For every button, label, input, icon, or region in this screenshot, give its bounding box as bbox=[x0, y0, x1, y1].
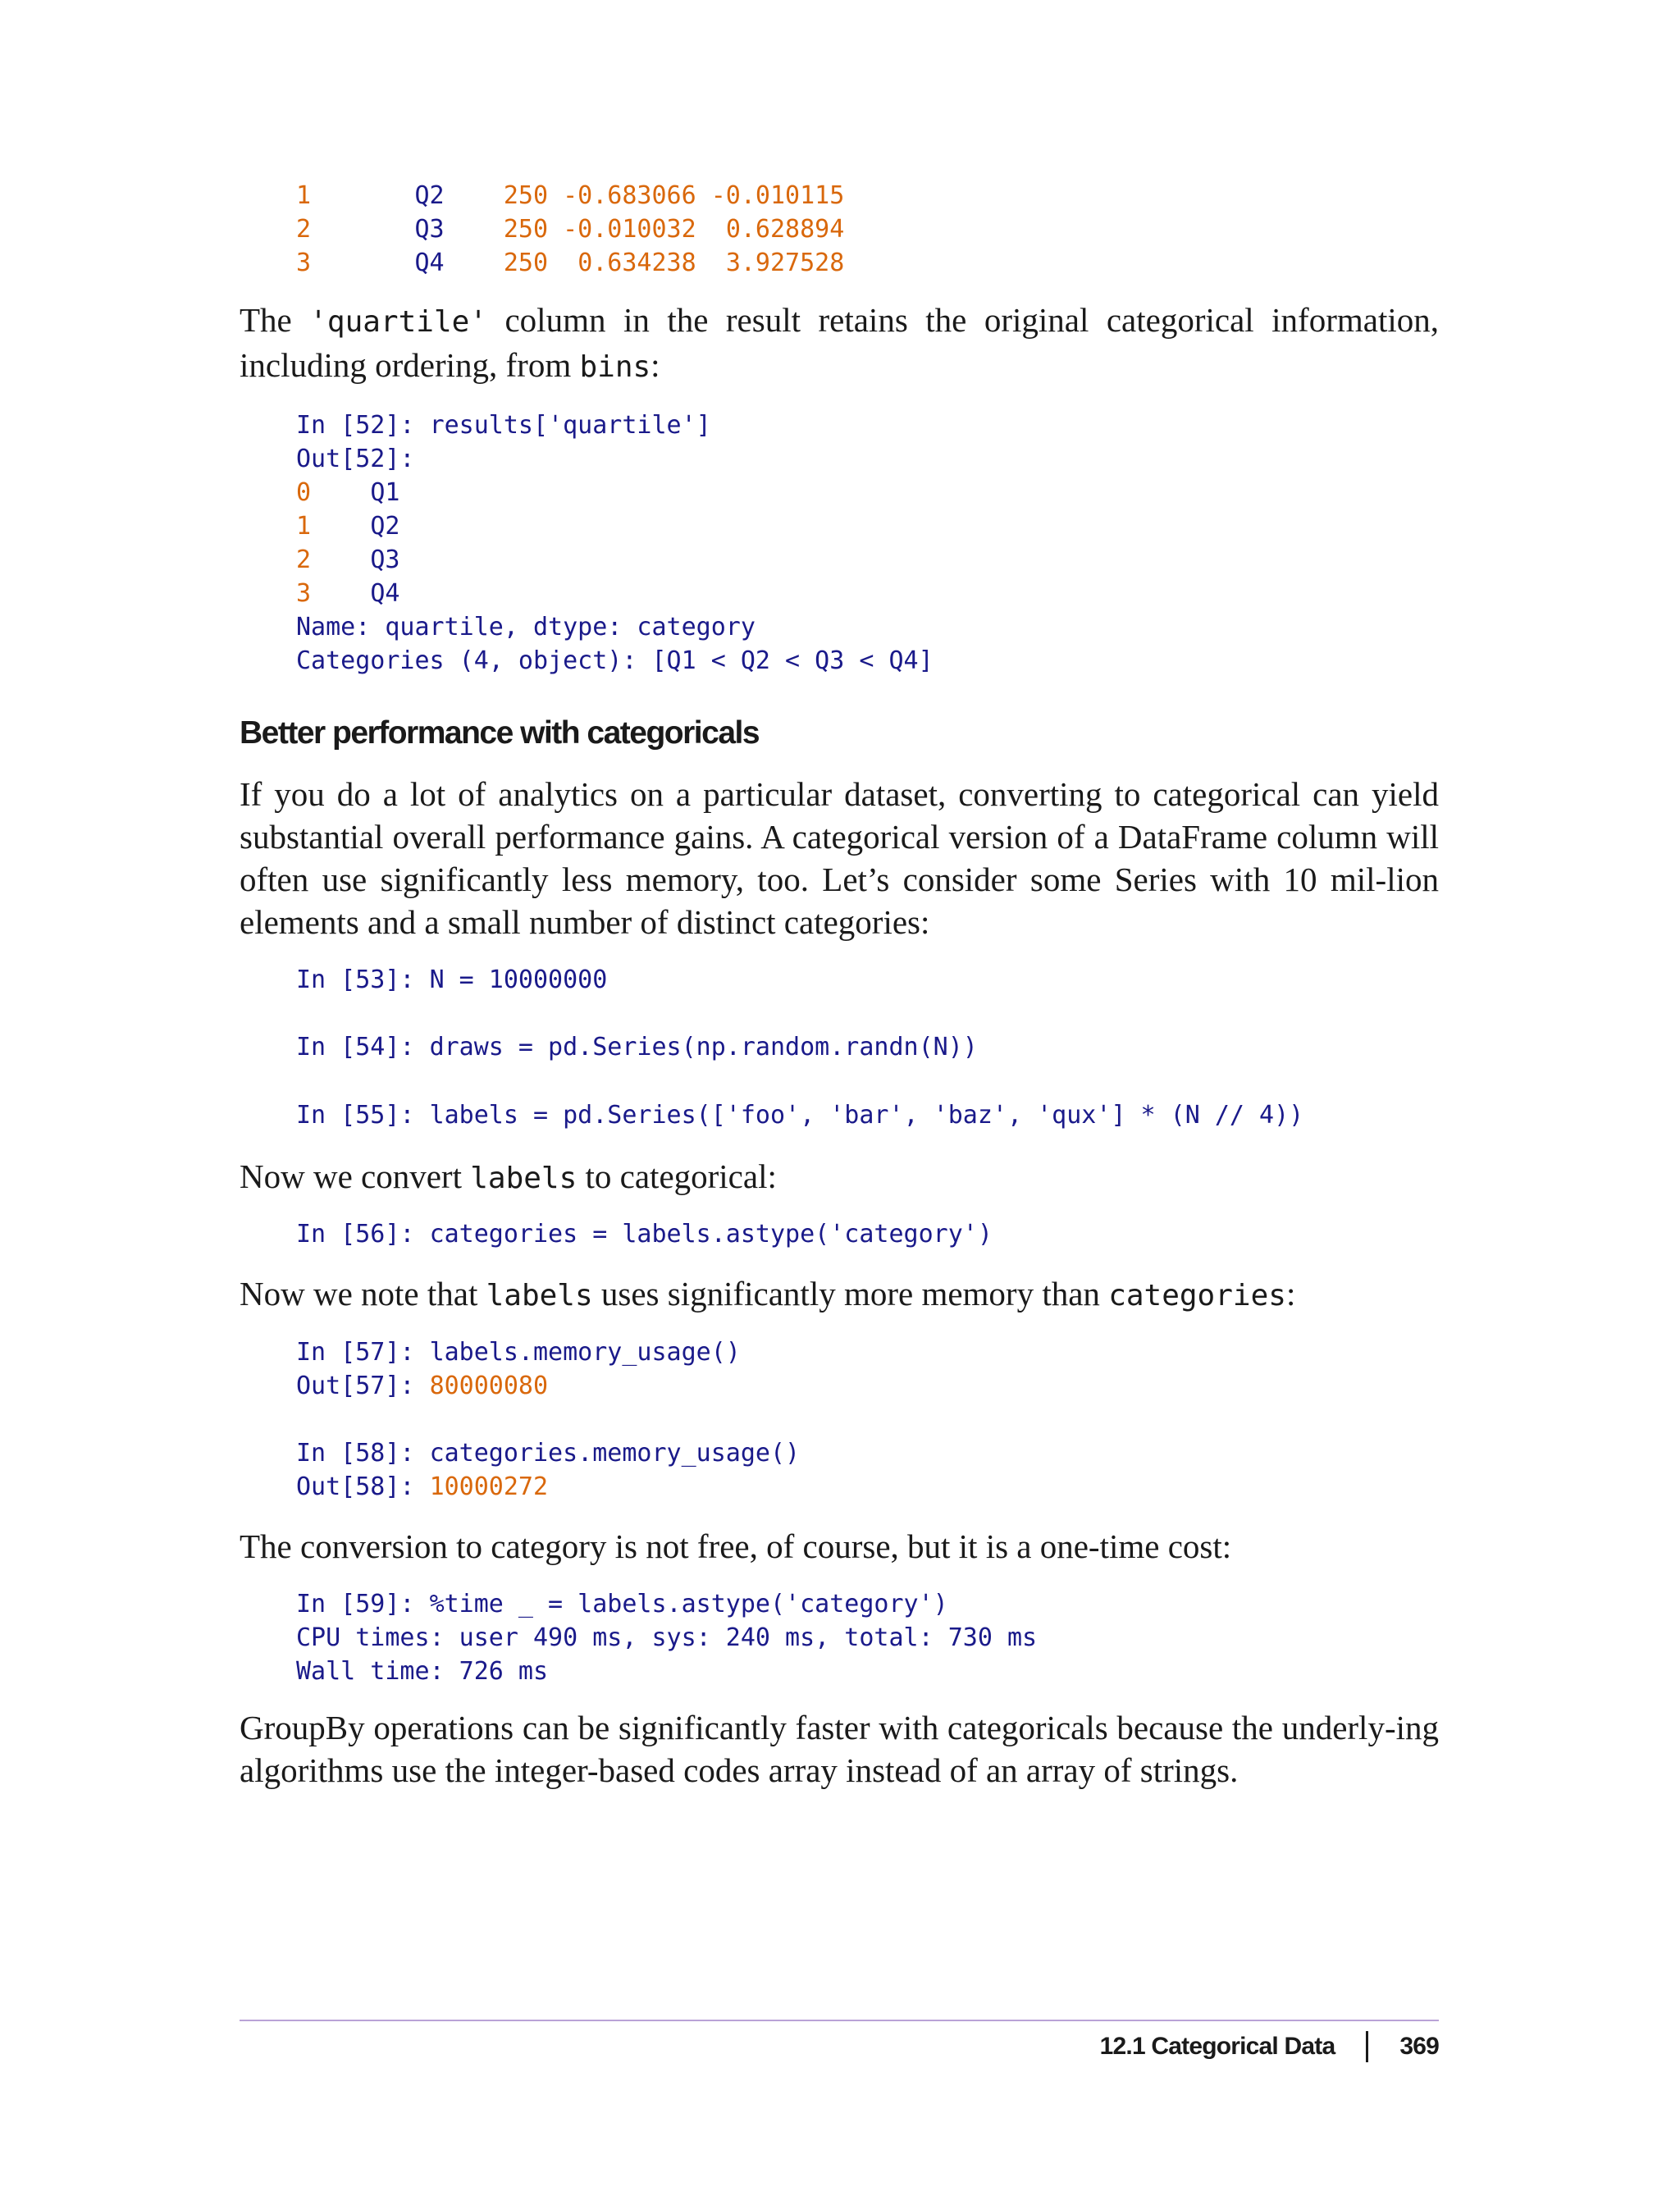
paragraph-groupby: GroupBy operations can be significantly faster with categoricals because the underly-ing algorithms use the integer-based codes array instead of an array of strings. bbox=[240, 1709, 1439, 1789]
row-quartile: Q3 bbox=[414, 215, 445, 244]
footer-rule bbox=[240, 2020, 1439, 2021]
code-input: draws = pd.Series(np.random.randn(N)) bbox=[429, 1033, 978, 1061]
output-value: 80000080 bbox=[429, 1372, 549, 1400]
code-block-57 bbox=[296, 1335, 741, 1403]
code-input: categories.memory_usage() bbox=[429, 1439, 801, 1468]
in-prompt: In [52]: bbox=[296, 411, 430, 440]
row-quartile: Q2 bbox=[414, 181, 445, 210]
code-line bbox=[296, 409, 934, 442]
code-block-59 bbox=[296, 1587, 1037, 1688]
row-min: 0.634238 bbox=[578, 249, 696, 277]
code-line bbox=[296, 1217, 993, 1251]
paragraph-convert: Now we convert labels to categorical: bbox=[240, 1157, 777, 1195]
code-line bbox=[296, 1436, 800, 1470]
code-line bbox=[296, 1369, 741, 1403]
out-prompt: Out[52]: bbox=[296, 445, 415, 473]
page-footer bbox=[1100, 2031, 1439, 2062]
row-count: 250 bbox=[503, 181, 549, 210]
code-line bbox=[296, 1587, 1037, 1621]
out-prompt: Out[58]: bbox=[296, 1472, 430, 1501]
code-block-56 bbox=[296, 1217, 993, 1251]
row-max: 3.927528 bbox=[725, 249, 845, 277]
code-input: results['quartile'] bbox=[429, 411, 711, 440]
row-max: -0.010115 bbox=[710, 181, 845, 210]
out-prompt: Out[57]: bbox=[296, 1372, 430, 1400]
inline-code: labels bbox=[470, 1162, 578, 1195]
wall-time-line: Wall time: 726 ms bbox=[296, 1657, 549, 1686]
in-prompt: In [59]: bbox=[296, 1590, 430, 1618]
code-input: categories = labels.astype('category') bbox=[429, 1220, 993, 1249]
row-min: -0.010032 bbox=[563, 215, 696, 244]
footer-section-title: 12.1 Categorical Data bbox=[1099, 2033, 1335, 2060]
table-row bbox=[296, 179, 844, 212]
code-block-52 bbox=[296, 409, 934, 678]
table-row bbox=[296, 212, 844, 246]
output-value: 10000272 bbox=[429, 1472, 549, 1501]
row-max: 0.628894 bbox=[725, 215, 845, 244]
inline-code: bins bbox=[579, 350, 651, 384]
code-line bbox=[296, 963, 607, 997]
code-line bbox=[296, 1030, 978, 1064]
inline-code: 'quartile' bbox=[309, 305, 487, 339]
code-input: N = 10000000 bbox=[429, 966, 608, 994]
section-heading: Better performance with categoricals bbox=[240, 715, 760, 751]
row-count: 250 bbox=[503, 215, 549, 244]
row-count: 250 bbox=[503, 249, 549, 277]
code-output-table bbox=[296, 179, 844, 280]
cpu-times-line: CPU times: user 490 ms, sys: 240 ms, total: 730 ms bbox=[296, 1623, 1038, 1652]
code-block-55 bbox=[296, 1098, 1303, 1132]
in-prompt: In [53]: bbox=[296, 966, 430, 994]
code-input: labels.memory_usage() bbox=[429, 1338, 741, 1367]
output-categories-line: Categories (4, object): [Q1 < Q2 < Q3 < Q4] bbox=[296, 646, 934, 675]
row-min: -0.683066 bbox=[563, 181, 696, 210]
code-input: %time _ = labels.astype('category') bbox=[429, 1590, 948, 1618]
paragraph-memory: Now we note that labels uses significantly more memory than categories: bbox=[240, 1275, 1296, 1312]
output-row: 2 Q3 bbox=[296, 546, 400, 574]
code-block-53 bbox=[296, 963, 607, 997]
code-line bbox=[296, 1098, 1303, 1132]
row-index: 2 bbox=[296, 215, 312, 244]
inline-code: categories bbox=[1108, 1279, 1286, 1312]
code-block-54 bbox=[296, 1030, 978, 1064]
code-block-58 bbox=[296, 1436, 800, 1504]
row-quartile: Q4 bbox=[414, 249, 445, 277]
row-index: 1 bbox=[296, 181, 312, 210]
in-prompt: In [58]: bbox=[296, 1439, 430, 1468]
table-row bbox=[296, 246, 844, 280]
paragraph-quartile: The 'quartile' column in the result retains the original categorical information, including ordering, from bins: bbox=[240, 301, 1439, 384]
in-prompt: In [57]: bbox=[296, 1338, 430, 1367]
paragraph-performance: If you do a lot of analytics on a particular dataset, converting to categorical can yield substantial overall performance gains. A categorical version of a DataFrame column will often use significantly less memory, too. Let’s consider some Series with 10 mil-lion elements and a small number of distinct categories: bbox=[240, 775, 1439, 941]
output-row: 0 Q1 bbox=[296, 478, 400, 507]
output-row: 3 Q4 bbox=[296, 579, 400, 608]
row-index: 3 bbox=[296, 249, 312, 277]
code-line bbox=[296, 442, 934, 476]
in-prompt: In [55]: bbox=[296, 1101, 430, 1130]
code-input: labels = pd.Series(['foo', 'bar', 'baz', 'qux'] * (N // 4)) bbox=[429, 1101, 1304, 1130]
footer-separator bbox=[1366, 2031, 1368, 2062]
output-row: 1 Q2 bbox=[296, 512, 400, 541]
in-prompt: In [56]: bbox=[296, 1220, 430, 1249]
inline-code: labels bbox=[486, 1279, 593, 1312]
page-number: 369 bbox=[1399, 2033, 1439, 2060]
in-prompt: In [54]: bbox=[296, 1033, 430, 1061]
code-line bbox=[296, 1470, 800, 1504]
paragraph-conversion-cost: The conversion to category is not free, of course, but it is a one-time cost: bbox=[240, 1527, 1232, 1565]
code-line bbox=[296, 1335, 741, 1369]
output-name-line: Name: quartile, dtype: category bbox=[296, 613, 756, 641]
